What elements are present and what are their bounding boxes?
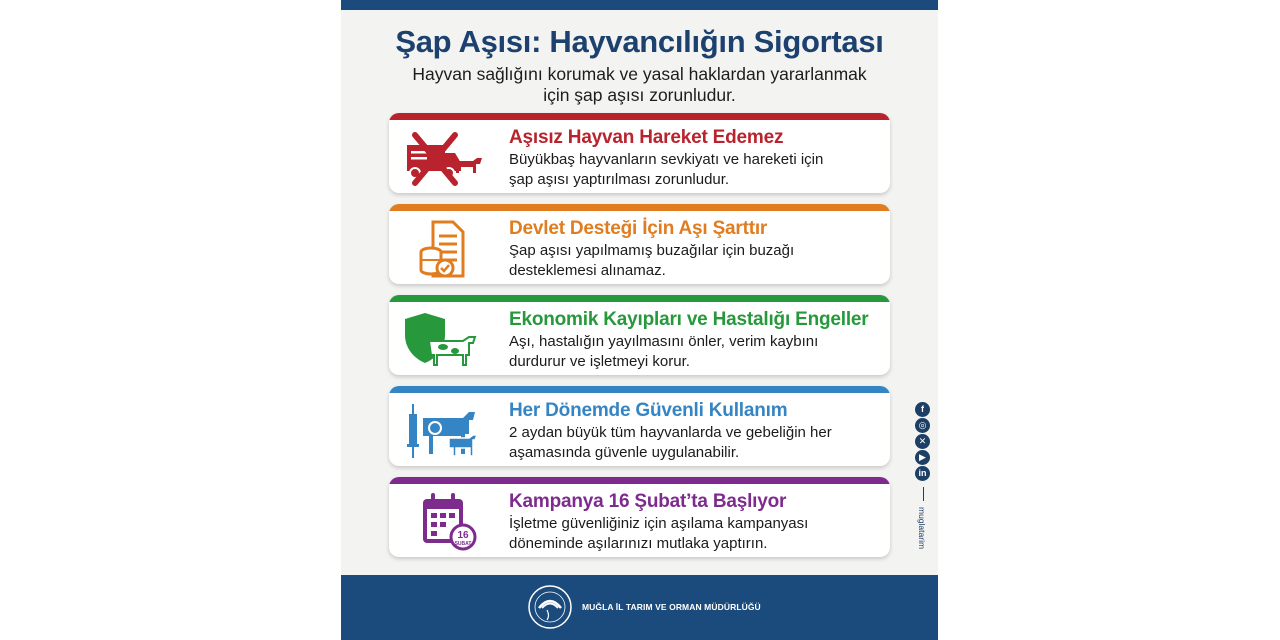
- card-title: Her Dönemde Güvenli Kullanım: [509, 400, 788, 421]
- facebook-icon[interactable]: f: [915, 402, 930, 417]
- card-safe-use: [389, 386, 890, 466]
- page-subtitle: [341, 64, 938, 106]
- shield-cow-icon: [403, 311, 485, 369]
- subtitle-line-2: için şap aşısı zorunludur.: [543, 85, 736, 105]
- card-text: [509, 423, 832, 463]
- card-stripe: [389, 477, 890, 484]
- linkedin-icon[interactable]: in: [915, 466, 930, 481]
- card-text-line: desteklemesi alınamaz.: [509, 262, 666, 279]
- card-text: [509, 332, 818, 372]
- card-text-line: Büyükbaş hayvanların sevkiyatı ve hareketi için: [509, 151, 824, 168]
- card-title: Devlet Desteği İçin Aşı Şarttır: [509, 218, 768, 239]
- card-state-support: [389, 204, 890, 284]
- card-text-line: durdurur ve işletmeyi korur.: [509, 353, 690, 370]
- org-name: MUĞLA İL TARIM VE ORMAN MÜDÜRLÜĞÜ: [582, 602, 761, 612]
- card-text-line: döneminde aşılarınızı mutlaka yaptırın.: [509, 535, 768, 552]
- top-bar: [341, 0, 938, 10]
- card-stripe: [389, 204, 890, 211]
- page-title: Şap Aşısı: Hayvancılığın Sigortası: [395, 24, 884, 59]
- social-links: [915, 402, 931, 549]
- card-text-line: İşletme güvenliğiniz için aşılama kampanyası: [509, 515, 809, 532]
- divider: [923, 487, 924, 501]
- card-text: [509, 241, 794, 281]
- svg-text:16: 16: [457, 530, 469, 541]
- card-text-line: Şap aşısı yapılmamış buzağılar için buzağı: [509, 242, 795, 259]
- social-handle: muglatarim: [917, 507, 927, 550]
- card-text-line: aşamasında güvenle uygulanabilir.: [509, 444, 740, 461]
- x-icon[interactable]: ✕: [915, 434, 930, 449]
- footer: [341, 575, 938, 640]
- card-title: Ekonomik Kayıpları ve Hastalığı Engeller: [509, 309, 869, 330]
- svg-text:ŞUBAT: ŞUBAT: [454, 541, 472, 547]
- card-text: [509, 514, 808, 554]
- card-campaign: [389, 477, 890, 557]
- card-title: Kampanya 16 Şubat’ta Başlıyor: [509, 491, 787, 512]
- card-movement: [389, 113, 890, 193]
- ministry-logo-icon: [527, 584, 573, 630]
- no-truck-cattle-icon: [403, 129, 485, 187]
- subtitle-line-1: Hayvan sağlığını korumak ve yasal haklardan yararlanmak: [412, 64, 867, 84]
- document-coins-check-icon: [403, 220, 485, 278]
- card-title: Aşısız Hayvan Hareket Edemez: [509, 127, 784, 148]
- youtube-icon[interactable]: ▶: [915, 450, 930, 465]
- card-text-line: Aşı, hastalığın yayılmasını önler, verim kaybını: [509, 333, 819, 350]
- card-text: [509, 150, 823, 190]
- syringe-cow-calf-icon: [403, 402, 485, 460]
- card-text-line: 2 aydan büyük tüm hayvanlarda ve gebeliğin her: [509, 424, 832, 441]
- card-stripe: [389, 295, 890, 302]
- card-stripe: [389, 386, 890, 393]
- card-stripe: [389, 113, 890, 120]
- card-economic: [389, 295, 890, 375]
- instagram-icon[interactable]: ◎: [915, 418, 930, 433]
- card-text-line: şap aşısı yaptırılması zorunludur.: [509, 171, 730, 188]
- calendar-icon: [403, 493, 485, 551]
- infographic-poster: [341, 0, 938, 640]
